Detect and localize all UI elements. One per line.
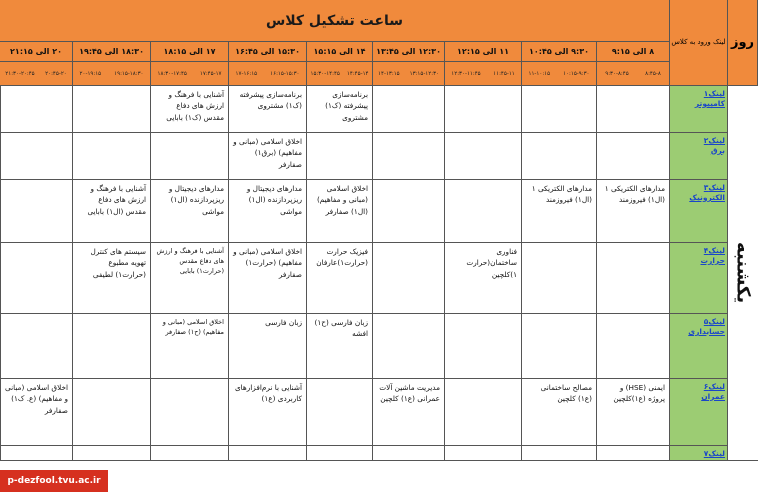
group-name[interactable]: حرارت: [700, 255, 725, 265]
time-slot-header: ۸ الی ۹:۱۵: [597, 42, 670, 62]
time-subslot: ۱۴-۱۳:۱۵: [378, 70, 400, 77]
course-cell: زبان فارسی (ح۱) افشه: [307, 314, 373, 379]
course-cell: ایمنی (HSE) و پروژه (ع۱)کلچین: [597, 379, 670, 446]
group-name[interactable]: الکترونیک: [689, 192, 725, 202]
time-subslot: ۸:۴۵-۸: [645, 70, 661, 77]
course-cell: مدارهای دیجیتال و ریزپردازنده (ال۱) مواشی: [151, 180, 229, 243]
time-subslot: ۱۷:۴۵-۱۷: [199, 70, 222, 77]
empty-cell: [151, 379, 229, 446]
course-cell: اخلاق اسلامی (مبانی و مفاهیم) (ال۱) صفارفر: [307, 180, 373, 243]
time-subslot: ۱۹:۱۵-۱۸:۳۰: [114, 70, 144, 77]
empty-cell: [229, 446, 307, 461]
course-cell: مدارهای الکتریکی ۱ (ال۱) فیروزمند: [597, 180, 670, 243]
group-link-cell[interactable]: [670, 133, 728, 180]
empty-cell: [373, 133, 445, 180]
time-subslot: ۱۸:۳۰-۱۷:۴۵: [157, 70, 187, 77]
day-name-cell: [728, 86, 758, 461]
empty-cell: [445, 133, 522, 180]
time-slot-header: ۱۵:۳۰ الی ۱۶:۴۵: [229, 42, 307, 62]
empty-cell: [73, 314, 151, 379]
empty-cell: [597, 243, 670, 314]
group-link-cell[interactable]: [670, 243, 728, 314]
time-subslot: ۱۲:۳۰-۱۱:۴۵: [451, 70, 481, 77]
time-subslot: ۲۰:۴۵-۲۰: [45, 70, 67, 77]
empty-cell: [73, 446, 151, 461]
time-subslot: ۱۵:۳۰-۱۴:۴۵: [310, 70, 340, 77]
empty-cell: [151, 133, 229, 180]
empty-cell: [0, 86, 73, 133]
time-slot-header: ۱۴ الی ۱۵:۱۵: [307, 42, 373, 62]
time-slot-subtimes: [73, 62, 151, 86]
group-link[interactable]: لینک۶: [703, 382, 725, 391]
course-cell: آشنایی با فرهنگ و ارزش های دفاع مقدس (ال۱) بابایی: [73, 180, 151, 243]
course-cell: آشنایی با فرهنگ و ارزش های دفاع مقدس (حرارت۱) بابایی: [151, 243, 229, 314]
empty-cell: [0, 243, 73, 314]
course-cell: آشنایی با فرهنگ و ارزش های دفاع مقدس (ک۱) بابایی: [151, 86, 229, 133]
empty-cell: [522, 243, 597, 314]
group-link-cell[interactable]: [670, 86, 728, 133]
time-subslot: ۱۱-۱۰:۱۵: [528, 70, 551, 77]
empty-cell: [445, 446, 522, 461]
empty-cell: [522, 446, 597, 461]
empty-cell: [522, 86, 597, 133]
empty-cell: [0, 133, 73, 180]
group-link[interactable]: لینک۴: [703, 246, 725, 255]
empty-cell: [445, 379, 522, 446]
group-name[interactable]: کامپیوتر: [694, 98, 725, 108]
day-header-label: روز: [728, 0, 758, 86]
time-subslot: ۱۴:۴۵-۱۴: [346, 70, 369, 77]
time-subslot: ۱۰:۱۵-۹:۳۰: [563, 70, 590, 77]
empty-cell: [597, 86, 670, 133]
course-cell: برنامه‌سازی پیشرفته (ک۱) مشتروی: [307, 86, 373, 133]
empty-cell: [73, 133, 151, 180]
group-link[interactable]: لینک۱: [703, 89, 725, 98]
course-cell: اخلاق اسلامی (مبانی و مفاهیم) (ع. ک۱) صفارفر: [0, 379, 73, 446]
course-cell: مدارهای دیجیتال و ریزپردازنده (ال۱) مواشی: [229, 180, 307, 243]
time-slot-header: ۹:۳۰ الی ۱۰:۴۵: [522, 42, 597, 62]
group-link[interactable]: لینک۳: [703, 183, 725, 192]
time-subslot: ۱۷-۱۶:۱۵: [235, 70, 258, 77]
day-name: یکشنبه: [732, 242, 754, 304]
empty-cell: [597, 446, 670, 461]
group-name[interactable]: برق: [710, 145, 725, 155]
empty-cell: [373, 243, 445, 314]
time-slot-subtimes: [597, 62, 670, 86]
group-link[interactable]: لینک۷: [703, 449, 725, 458]
time-subslot: ۲۱:۳۰-۲۰:۴۵: [5, 70, 35, 77]
time-slot-header: ۲۰ الی ۲۱:۱۵: [0, 42, 73, 62]
empty-cell: [73, 379, 151, 446]
time-slot-header: ۱۲:۳۰ الی ۱۳:۴۵: [373, 42, 445, 62]
course-cell: آشنایی با نرم‌افزارهای کاربردی (ع۱): [229, 379, 307, 446]
time-slot-subtimes: [522, 62, 597, 86]
empty-cell: [373, 180, 445, 243]
group-name[interactable]: حسابداری: [688, 326, 725, 336]
time-slot-subtimes: [229, 62, 307, 86]
empty-cell: [151, 446, 229, 461]
empty-cell: [445, 314, 522, 379]
time-slot-subtimes: [307, 62, 373, 86]
group-link-cell[interactable]: [670, 379, 728, 446]
course-cell: اخلاق اسلامی (مبانی و مفاهیم) (برق۱) صفارفر: [229, 133, 307, 180]
course-cell: فناوری ساختمان(حرارت ۱)کلچین: [445, 243, 522, 314]
empty-cell: [445, 86, 522, 133]
time-slot-header: ۱۸:۳۰ الی ۱۹:۴۵: [73, 42, 151, 62]
schedule-title: ساعت تشکیل کلاس: [0, 0, 670, 42]
empty-cell: [373, 86, 445, 133]
course-cell: مصالح ساختمانی (ع۱) کلچین: [522, 379, 597, 446]
empty-cell: [522, 314, 597, 379]
group-link-cell[interactable]: [670, 314, 728, 379]
group-link[interactable]: لینک۵: [703, 317, 725, 326]
empty-cell: [522, 133, 597, 180]
time-subslot: ۱۳:۱۵-۱۲:۳۰: [409, 70, 439, 77]
empty-cell: [307, 379, 373, 446]
course-cell: زبان فارسی: [229, 314, 307, 379]
time-subslot: ۲۰-۱۹:۱۵: [79, 70, 102, 77]
time-slot-subtimes: [373, 62, 445, 86]
site-url-badge: p-dezfool.tvu.ac.ir: [0, 470, 108, 492]
empty-cell: [373, 314, 445, 379]
time-slot-subtimes: [151, 62, 229, 86]
course-cell: اخلاق اسلامی (مبانی و مفاهیم) (حرارت۱) صفارفر: [229, 243, 307, 314]
group-link[interactable]: لینک۲: [703, 136, 725, 145]
empty-cell: [597, 314, 670, 379]
time-slot-header: ۱۱ الی ۱۲:۱۵: [445, 42, 522, 62]
time-slot-subtimes: [445, 62, 522, 86]
time-slot-subtimes: [0, 62, 73, 86]
empty-cell: [0, 314, 73, 379]
course-cell: فیزیک حرارت (حرارت۱)عارفان: [307, 243, 373, 314]
course-cell: مدیریت ماشین آلات عمرانی (ع۱) کلچین: [373, 379, 445, 446]
course-cell: سیستم های کنترل تهویه مطبوع (حرارت۱) لطیفی: [73, 243, 151, 314]
time-subslot: ۱۶:۱۵-۱۵:۳۰: [270, 70, 300, 77]
time-subslot: ۹:۳۰-۸:۴۵: [605, 70, 629, 77]
empty-cell: [73, 86, 151, 133]
course-cell: اخلاق اسلامی (مبانی و مفاهیم) (ح۱) صفارفر: [151, 314, 229, 379]
group-name[interactable]: عمران: [701, 391, 725, 401]
empty-cell: [373, 446, 445, 461]
time-subslot: ۱۱:۴۵-۱۱: [493, 70, 515, 77]
empty-cell: [307, 446, 373, 461]
course-cell: برنامه‌سازی پیشرفته (ک۱) مشتروی: [229, 86, 307, 133]
empty-cell: [0, 180, 73, 243]
group-link-cell[interactable]: [670, 180, 728, 243]
time-slot-header: ۱۷ الی ۱۸:۱۵: [151, 42, 229, 62]
empty-cell: [307, 133, 373, 180]
course-cell: مدارهای الکتریکی ۱ (ال۱) فیروزمند: [522, 180, 597, 243]
empty-cell: [597, 133, 670, 180]
empty-cell: [0, 446, 73, 461]
empty-cell: [445, 180, 522, 243]
group-link-cell[interactable]: [670, 446, 728, 461]
link-header-label: لینک ورود به کلاس: [670, 0, 728, 86]
